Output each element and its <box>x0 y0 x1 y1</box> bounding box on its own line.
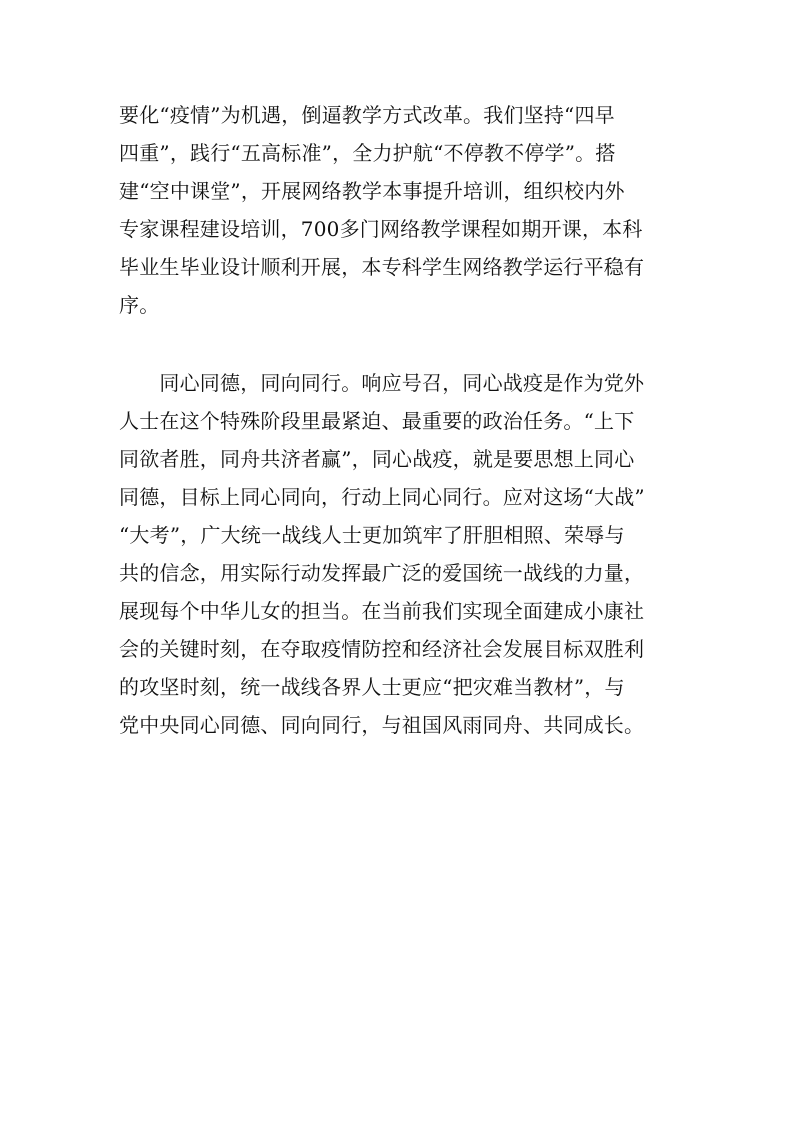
paragraph-2-line-7: 展现每个中华儿女的担当。在当前我们实现全面建成小康社 <box>119 599 645 623</box>
paragraph-1-line-6: 序。 <box>119 293 160 317</box>
paragraph-2-line-2: 人士在这个特殊阶段里最紧迫、最重要的政治任务。“上下 <box>119 409 635 433</box>
paragraph-2-line-4: 同德，目标上同心同向，行动上同心同行。应对这场“大战” <box>119 485 645 509</box>
paragraph-2-line-6: 共的信念，用实际行动发挥最广泛的爱国统一战线的力量， <box>119 561 645 585</box>
paragraph-2-line-10: 党中央同心同德、同向同行，与祖国风雨同舟、共同成长。 <box>119 713 645 737</box>
paragraph-1-line-2: 四重”，践行“五高标准”，全力护航“不停教不停学”。搭 <box>119 141 616 165</box>
paragraph-2-line-5: “大考”，广大统一战线人士更加筑牢了肝胆相照、荣辱与 <box>119 523 625 547</box>
paragraph-2-line-1: 同心同德，同向同行。响应号召，同心战疫是作为党外 <box>119 371 645 395</box>
paragraph-1-line-3: 建“空中课堂”，开展网络教学本事提升培训，组织校内外 <box>119 179 625 203</box>
paragraph-2-line-3: 同欲者胜，同舟共济者赢”，同心战疫，就是要思想上同心 <box>119 447 635 471</box>
paragraph-2-line-9: 的攻坚时刻，统一战线各界人士更应“把灾难当教材”，与 <box>119 675 625 699</box>
paragraph-1-line-4: 专家课程建设培训，700多门网络教学课程如期开课，本科 <box>119 217 643 241</box>
paragraph-2-line-8: 会的关键时刻，在夺取疫情防控和经济社会发展目标双胜利 <box>119 637 645 661</box>
paragraph-1-line-5: 毕业生毕业设计顺利开展，本专科学生网络教学运行平稳有 <box>119 255 645 279</box>
paragraph-1-line-1: 要化“疫情”为机遇，倒逼教学方式改革。我们坚持“四早 <box>119 103 615 127</box>
